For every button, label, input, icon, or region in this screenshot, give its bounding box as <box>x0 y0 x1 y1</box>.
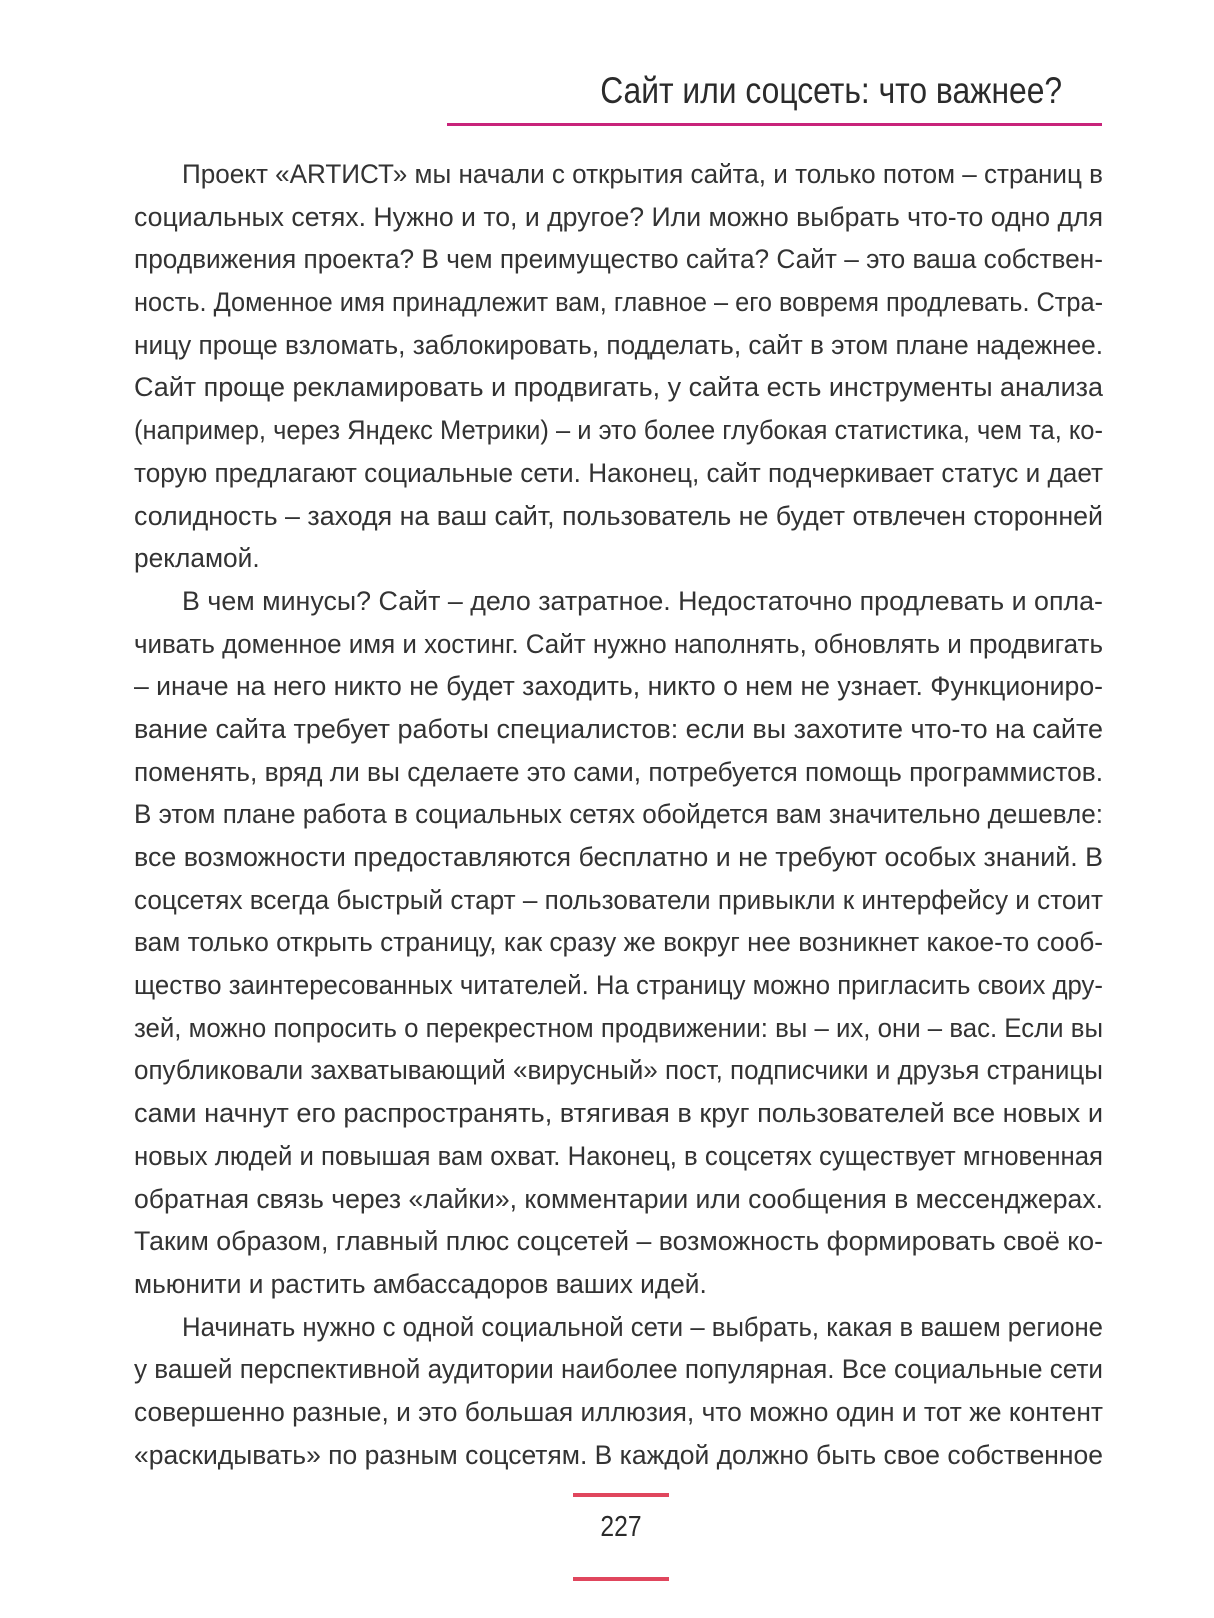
body-text <box>134 153 1103 1476</box>
text-line <box>134 623 1103 666</box>
text-line-content: вание сайта требует работы специалистов: если вы захотите что-то на сайте <box>134 713 1103 744</box>
text-line <box>134 324 1103 367</box>
text-line-content: ность. Доменное имя принадлежит вам, главное – его вовремя продлевать. Стра- <box>134 287 1103 318</box>
text-line-content: вам только открыть страницу, как сразу же вокруг нее возникнет какое-то сооб- <box>134 927 1103 958</box>
page-number-block <box>573 1493 669 1581</box>
text-line <box>134 580 1103 623</box>
text-line <box>134 452 1103 495</box>
text-line <box>134 1391 1103 1434</box>
text-line-content: Таким образом, главный плюс соцсетей – возможность формировать своё ко- <box>134 1226 1103 1257</box>
text-line <box>134 921 1103 964</box>
page-number-rule-top <box>573 1493 669 1497</box>
title-underline <box>447 123 1102 126</box>
text-line <box>134 964 1103 1007</box>
text-line <box>134 708 1103 751</box>
page-number-rule-bottom <box>573 1577 669 1581</box>
text-line-content: мьюнити и растить амбассадоров ваших идей. <box>134 1268 707 1299</box>
text-line-content: торую предлагают социальные сети. Наконец, сайт подчеркивает статус и дает <box>134 457 1103 488</box>
text-line-content: поменять, вряд ли вы сделаете это сами, потребуется помощь программистов. <box>134 756 1103 787</box>
text-line-content: социальных сетях. Нужно и то, и другое? Или можно выбрать что-то одно для <box>134 201 1103 232</box>
text-line <box>134 751 1103 794</box>
text-line-content: зей, можно попросить о перекрестном продвижении: вы – их, они – вас. Если вы <box>134 1012 1103 1043</box>
text-line <box>134 879 1103 922</box>
text-line-content: обратная связь через «лайки», комментарии или сообщения в мессенджерах. <box>134 1183 1103 1214</box>
text-line <box>134 1263 1103 1306</box>
text-line-content: Сайт проще рекламировать и продвигать, у сайта есть инструменты анализа <box>134 372 1103 403</box>
text-line <box>134 1220 1103 1263</box>
text-line-content: совершенно разные, и это большая иллюзия, что можно один и тот же контент <box>134 1396 1103 1427</box>
text-line <box>134 238 1103 281</box>
text-line-content: (например, через Яндекс Метрики) – и это более глубокая статистика, чем та, ко- <box>134 415 1103 446</box>
text-line <box>134 1306 1103 1349</box>
text-line-content: соцсетях всегда быстрый старт – пользователи привыкли к интерфейсу и стоит <box>134 884 1103 915</box>
text-line <box>134 1434 1103 1477</box>
page-number: 227 <box>600 1511 642 1543</box>
text-line-content: В чем минусы? Сайт – дело затратное. Недостаточно продлевать и опла- <box>182 585 1103 616</box>
text-line <box>134 665 1103 708</box>
text-line-content: солидность – заходя на ваш сайт, пользователь не будет отвлечен сторонней <box>134 500 1103 531</box>
text-line <box>134 281 1103 324</box>
text-line <box>134 1092 1103 1135</box>
text-line-content: – иначе на него никто не будет заходить, никто о нем не узнает. Функциониро- <box>134 671 1103 702</box>
text-line <box>134 1007 1103 1050</box>
text-line <box>134 1178 1103 1221</box>
text-line-content: Начинать нужно с одной социальной сети – выбрать, какая в вашем регионе <box>182 1311 1103 1342</box>
text-line <box>134 196 1103 239</box>
text-line <box>134 495 1103 538</box>
text-line-content: щество заинтересованных читателей. На страницу можно пригласить своих дру- <box>134 970 1103 1001</box>
text-line-content: чивать доменное имя и хостинг. Сайт нужно наполнять, обновлять и продвигать <box>134 628 1103 659</box>
text-line-content: новых людей и повышая вам охват. Наконец, в соцсетях существует мгновенная <box>134 1140 1103 1171</box>
text-line-content: продвижения проекта? В чем преимущество сайта? Сайт – это ваша собствен- <box>134 244 1103 275</box>
text-line <box>134 537 1103 580</box>
text-line-content: Проект «ARTИСТ» мы начали с открытия сайта, и только потом – страниц в <box>182 159 1103 189</box>
text-line-content: опубликовали захватывающий «вирусный» пост, подписчики и друзья страницы <box>134 1055 1103 1086</box>
text-line <box>134 1049 1103 1092</box>
text-line <box>134 836 1103 879</box>
text-line-content: сами начнут его распространять, втягивая в круг пользователей все новых и <box>134 1098 1103 1129</box>
text-line-content: рекламой. <box>134 543 260 574</box>
text-line-content: ницу проще взломать, заблокировать, подделать, сайт в этом плане надежнее. <box>134 329 1103 360</box>
text-line-content: В этом плане работа в социальных сетях обойдется вам значительно дешевле: <box>134 799 1103 830</box>
text-line-content: «раскидывать» по разным соцсетям. В каждой должно быть свое собственное <box>134 1439 1103 1470</box>
text-line <box>134 409 1103 452</box>
text-line <box>134 1348 1103 1391</box>
page-title: Сайт или соцсеть: что важнее? <box>600 70 1062 111</box>
text-line <box>134 793 1103 836</box>
text-line-content: у вашей перспективной аудитории наиболее популярная. Все социальные сети <box>134 1354 1103 1385</box>
text-line-content: все возможности предоставляются бесплатно и не требуют особых знаний. В <box>134 842 1103 872</box>
text-line <box>134 1135 1103 1178</box>
text-line <box>134 366 1103 409</box>
text-line <box>134 153 1103 196</box>
